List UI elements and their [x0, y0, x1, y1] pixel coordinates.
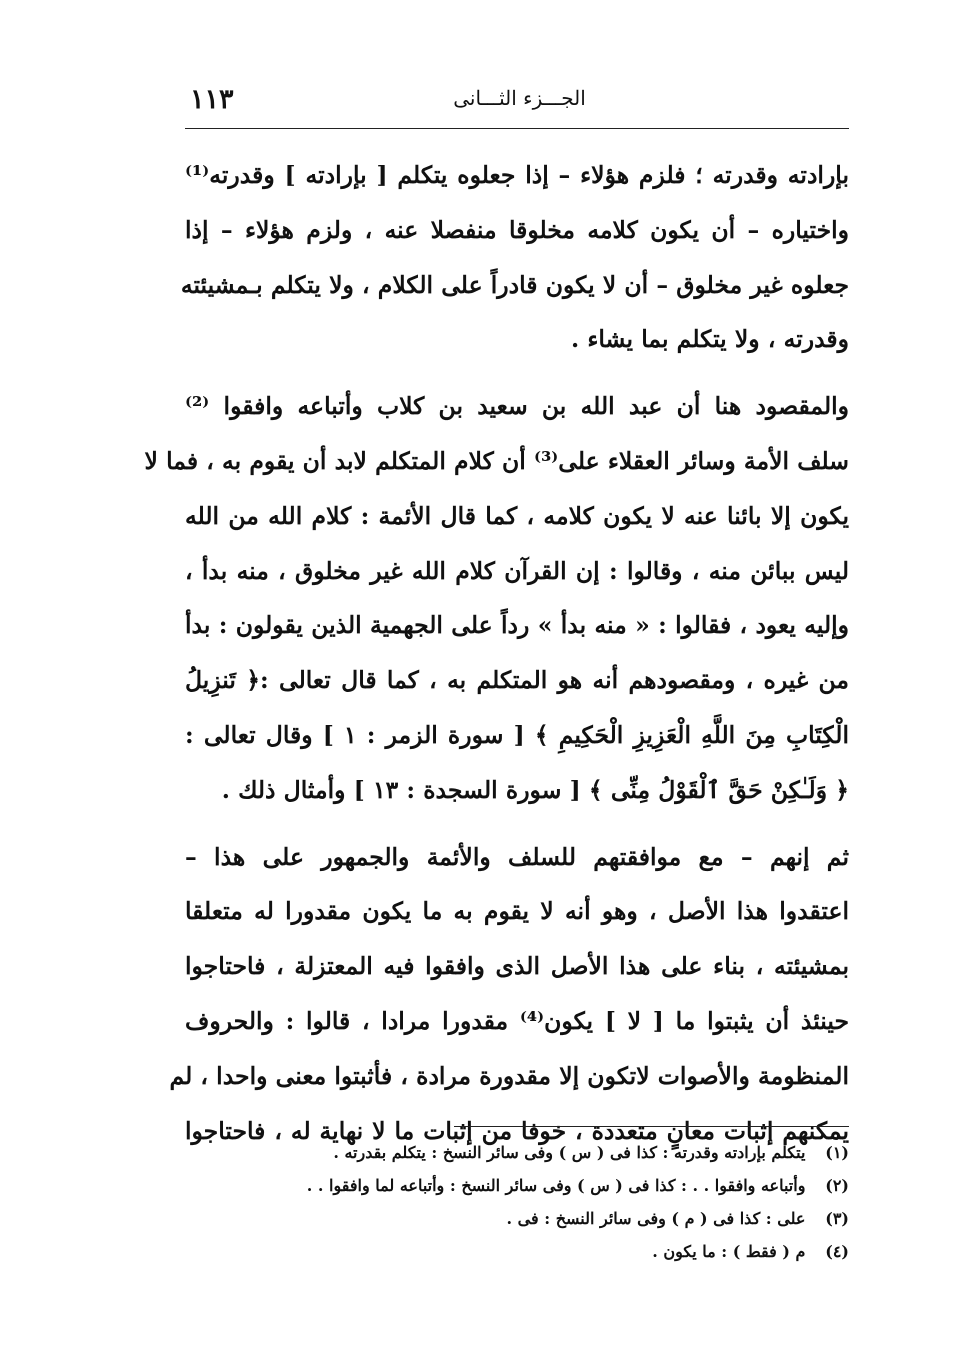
text-line: والمقصود هنا أن عبد الله بن سعيد بن كلاب وأتباعه وافقوا ⁽²⁾: [185, 392, 849, 421]
footnote: [300, 1136, 849, 1169]
text-line: يكون إلا بائنا عنه لا يكون كلامه ، كما قال الأئمة : كلام الله من الله: [185, 501, 849, 530]
text-line: الْكِتَابِ مِنَ اللَّهِ الْعَزِيزِ الْحَكِيمِ ﴾ [ سورة الزمر : ١ ] وقال تعالى :: [185, 720, 849, 749]
footnote: [300, 1235, 849, 1268]
paragraph-gap: [185, 367, 849, 379]
footnotes: [300, 1136, 849, 1268]
text-line: ليس ببائن منه ، وقالوا : إن القرآن كلام الله غير مخلوق ، منه بدأ ،: [185, 556, 849, 585]
text-line: اعتقدوا هذا الأصل ، وهو أنه لا يقوم به ما يكون مقدورا له متعلقا: [185, 897, 849, 926]
paragraph-gap: [185, 818, 849, 830]
text-line: حينئذ أن يثبتوا ما [ لا ] يكون⁽⁴⁾ مقدورا مرادا ، قالوا : والحروف: [185, 1006, 849, 1035]
text-line: سلف الأمة وسائر العقلاء على⁽³⁾ أن كلام المتكلم لابد أن يقوم به ، فما لا: [144, 446, 849, 475]
footnote-divider: [454, 1126, 849, 1127]
text-line: المنظومة والأصوات لاتكون إلا مقدورة مرادة ، فأثبتوا معنى واحدا ، لم: [169, 1061, 849, 1090]
footnote-number: (٢): [825, 1176, 849, 1195]
footnote-number: (٤): [825, 1242, 849, 1261]
text-line: ﴿ وَلَـٰكِنْ حَقَّ ٱلْقَوْلُ مِنِّى ﴾ [ سورة السجدة : ١٣ ] وأمثال ذلك .: [221, 775, 849, 804]
footnote: [300, 1202, 849, 1235]
body-text: [144, 148, 849, 1158]
text-line: بمشيئته ، بناء على هذا الأصل الذى وافقوا فيه المعتزلة ، فاحتاجوا: [185, 952, 849, 981]
header-divider: [185, 128, 849, 129]
text-line: وإليه يعود ، فقالوا : « منه بدأ » رداً على الجهمية الذين يقولون : بدأ: [185, 611, 849, 640]
text-line: بإرادته وقدرته ؛ فلزم هؤلاء – إذا جعلوه يتكلم [ بإرادته ] وقدرته⁽¹⁾: [185, 161, 849, 189]
footnote-text: وأتباعه وافقوا . . : كذا فى ( س ) وفى سائر النسخ : وأتباعه لما وافقوا . .: [306, 1176, 806, 1195]
text-line: يمكنهم إثبات معانٍ متعددة ، خوفا من إثبات ما لا نهاية له ، فاحتاجوا: [185, 1116, 849, 1145]
text-line: من غيره ، ومقصودهم أنه هو المتكلم به ، كما قال تعالى :﴿ تَنزِيلُ: [185, 666, 849, 695]
text-line: واختياره – أن يكون كلامه مخلوقا منفصلا عنه ، ولزم هؤلاء – إذا: [185, 215, 849, 244]
running-header: [190, 78, 849, 118]
text-line: ثم إنهم – مع موافقتهم للسلف والأئمة والجمهور على هذا –: [185, 842, 849, 871]
footnote-number: (١): [825, 1143, 849, 1162]
footnote-number: (٣): [825, 1209, 849, 1228]
text-line: وقدرته ، ولا يتكلم بما يشاء .: [570, 325, 849, 354]
footnote-text: على : كذا فى ( م ) وفى سائر النسخ : فى .: [506, 1209, 806, 1228]
page-number: ١١٣: [190, 84, 234, 115]
footnote-text: يتكلم بإرادته وقدرته : كذا فى ( س ) وفى سائر النسخ : يتكلم بقدرته .: [333, 1143, 806, 1162]
running-header-title: الجـــزء الثـــانى: [453, 86, 586, 110]
text-line: جعلوه غير مخلوق – أن لا يكون قادراً على الكلام ، ولا يتكلم بـمشيئته: [180, 270, 849, 299]
footnote: [300, 1169, 849, 1202]
footnote-text: م ( فقط ) : ما يكون .: [652, 1242, 806, 1261]
